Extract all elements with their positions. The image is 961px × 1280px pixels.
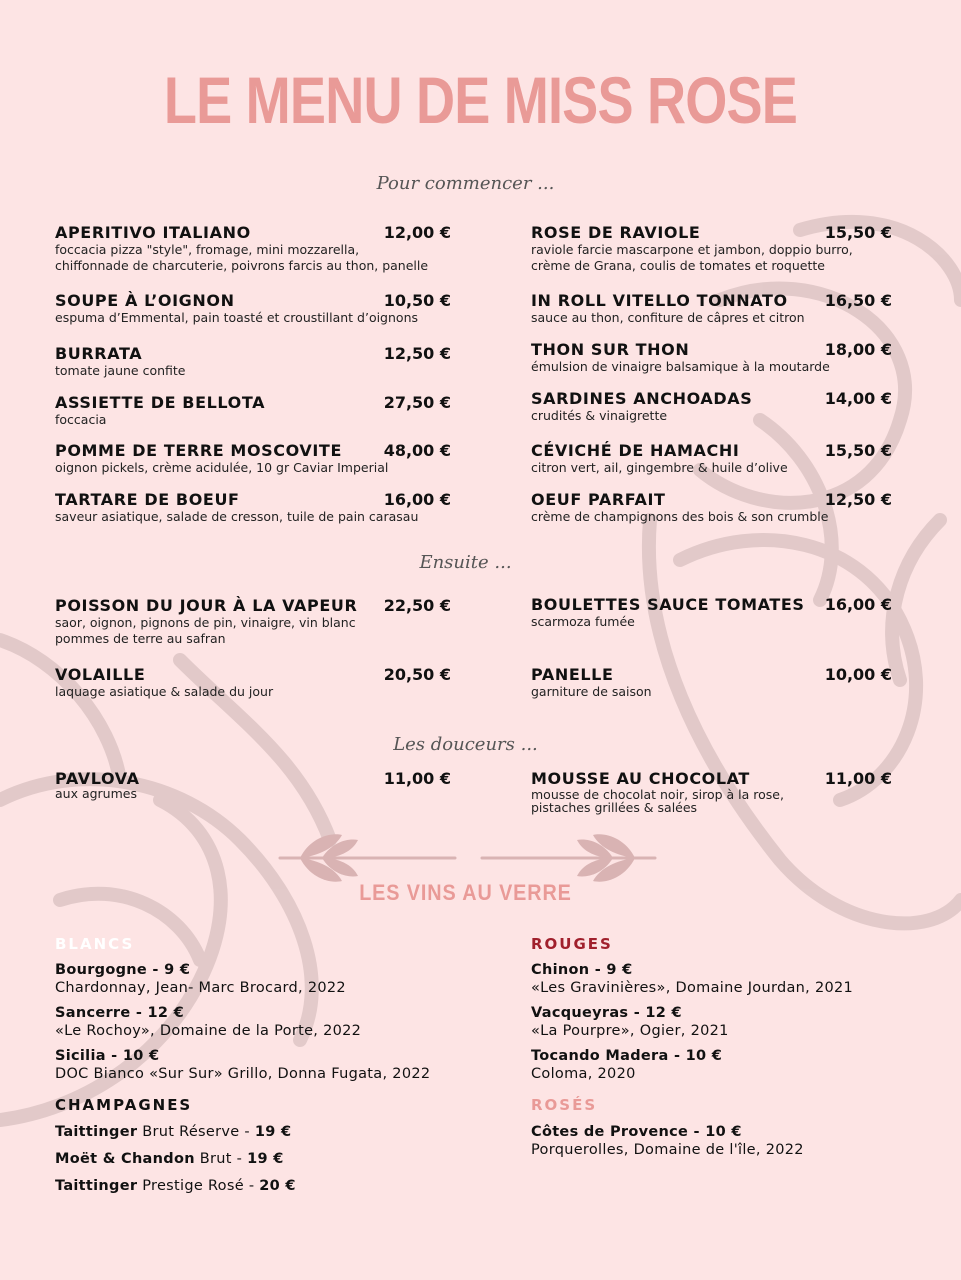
item-price: 48,00 € (383, 441, 451, 460)
menu-item (531, 390, 896, 424)
item-name: POISSON DU JOUR À LA VAPEUR (55, 596, 358, 615)
item-description: aux agrumes (55, 786, 137, 801)
wine-detail: Porquerolles, Domaine de l'île, 2022 (531, 1142, 804, 1158)
item-description: citron vert, ail, gingembre & huile d’olive (531, 460, 788, 475)
wine-price: 20 € (259, 1178, 296, 1194)
wine-detail: «Le Rochoy», Domaine de la Porte, 2022 (55, 1023, 362, 1039)
wine-detail: Brut Réserve - (137, 1124, 255, 1140)
wine-item (531, 961, 853, 997)
item-description: émulsion de vinaigre balsamique à la moutarde (531, 359, 830, 374)
menu-item (55, 345, 455, 379)
wine-item (55, 961, 346, 997)
item-price: 10,50 € (383, 291, 451, 310)
item-name: ASSIETTE DE BELLOTA (55, 393, 266, 412)
menu-item (55, 292, 455, 326)
wine-name: Côtes de Provence (531, 1124, 689, 1140)
menu-item (55, 770, 455, 799)
wine-price: - 9 € (147, 962, 191, 978)
item-description: foccacia pizza "style", fromage, mini mozzarella, (55, 242, 360, 257)
wine-price: 19 € (247, 1151, 284, 1167)
item-price: 16,50 € (824, 291, 892, 310)
wine-name: Sancerre (55, 1005, 131, 1021)
wine-detail: Chardonnay, Jean- Marc Brocard, 2022 (55, 980, 346, 996)
item-description: saveur asiatique, salade de cresson, tuile de pain carasau (55, 509, 419, 524)
menu-item (531, 596, 896, 630)
item-name: PAVLOVA (55, 769, 140, 788)
item-price: 16,00 € (383, 490, 451, 509)
wine-detail: Brut - (194, 1151, 248, 1167)
item-price: 27,50 € (383, 393, 451, 412)
item-description: raviole farcie mascarpone et jambon, doppio burro, (531, 242, 853, 257)
wine-name: Sicilia (55, 1048, 106, 1064)
menu-item (531, 224, 896, 274)
item-name: MOUSSE AU CHOCOLAT (531, 769, 750, 788)
wine-detail: «La Pourpre», Ogier, 2021 (531, 1023, 729, 1039)
wines-title: LES VINS AU VERRE (359, 880, 572, 905)
section-heading-mains: Ensuite ... (419, 552, 512, 573)
wine-item (55, 1150, 284, 1168)
wine-name: Chinon (531, 962, 590, 978)
wine-price: - 10 € (688, 1124, 742, 1140)
item-name: OEUF PARFAIT (531, 490, 666, 509)
menu-item (531, 442, 896, 476)
wine-price: - 10 € (105, 1048, 160, 1064)
item-description: pistaches grillées & salées (531, 800, 698, 815)
wine-name: Bourgogne (55, 962, 148, 978)
item-description: foccacia (55, 412, 107, 427)
wine-item (531, 1123, 804, 1159)
wine-category-champagnes: CHAMPAGNES (55, 1096, 193, 1114)
item-name: ROSE DE RAVIOLE (531, 223, 701, 242)
wine-item (55, 1177, 296, 1195)
item-description: sauce au thon, confiture de câpres et citron (531, 310, 805, 325)
menu-item (55, 597, 455, 647)
item-description: laquage asiatique & salade du jour (55, 684, 274, 699)
item-name: SOUPE À L’OIGNON (55, 291, 235, 310)
wine-price: - 12 € (628, 1005, 682, 1021)
wine-item (531, 1004, 729, 1040)
item-name: SARDINES ANCHOADAS (531, 389, 753, 408)
wine-item (55, 1123, 291, 1141)
page-title: LE MENU DE MISS ROSE (163, 63, 798, 137)
item-description: crudités & vinaigrette (531, 408, 668, 423)
wine-name: Taittinger (55, 1178, 138, 1194)
item-price: 11,00 € (824, 769, 892, 788)
wine-detail: DOC Bianco «Sur Sur» Grillo, Donna Fugata, 2022 (55, 1066, 431, 1082)
item-name: VOLAILLE (55, 665, 146, 684)
section-heading-desserts: Les douceurs ... (393, 734, 538, 755)
section-heading-starters: Pour commencer ... (376, 173, 555, 194)
item-price: 14,00 € (824, 389, 892, 408)
item-name: BOULETTES SAUCE TOMATES (531, 595, 805, 614)
wine-category-rouges: ROUGES (531, 935, 613, 953)
item-description: espuma d’Emmental, pain toasté et croustillant d’oignons (55, 310, 419, 325)
menu-item (55, 491, 455, 525)
item-description: garniture de saison (531, 684, 652, 699)
wine-price: 19 € (254, 1124, 292, 1140)
menu-item (531, 292, 896, 326)
item-price: 15,50 € (824, 441, 892, 460)
wine-name: Vacqueyras (531, 1005, 629, 1021)
menu-item (531, 341, 896, 375)
item-price: 22,50 € (383, 596, 451, 615)
item-price: 12,50 € (824, 490, 892, 509)
menu-item (531, 770, 896, 814)
item-description: pommes de terre au safran (55, 631, 226, 646)
item-description: mousse de chocolat noir, sirop à la rose, (531, 787, 784, 802)
wine-detail: «Les Gravinières», Domaine Jourdan, 2021 (531, 980, 854, 996)
menu-item (531, 491, 896, 525)
item-price: 16,00 € (824, 595, 892, 614)
menu-item (55, 394, 455, 428)
item-name: TARTARE DE BOEUF (55, 490, 240, 509)
wine-detail: Prestige Rosé - (137, 1178, 260, 1194)
item-name: POMME DE TERRE MOSCOVITE (55, 441, 342, 460)
item-name: BURRATA (55, 344, 143, 363)
item-price: 12,50 € (383, 344, 451, 363)
item-description: chiffonnade de charcuterie, poivrons farcis au thon, panelle (55, 258, 429, 273)
item-price: 18,00 € (824, 340, 892, 359)
wine-price: - 9 € (589, 962, 633, 978)
wine-detail: Coloma, 2020 (531, 1066, 636, 1082)
item-name: THON SUR THON (531, 340, 690, 359)
menu-item (55, 666, 455, 700)
wine-name: Moët & Chandon (55, 1151, 195, 1167)
item-description: saor, oignon, pignons de pin, vinaigre, vin blanc (55, 615, 356, 630)
item-name: CÉVICHÉ DE HAMACHI (531, 441, 740, 460)
menu-item (55, 224, 455, 274)
item-description: oignon pickels, crème acidulée, 10 gr Caviar Imperial (55, 460, 389, 475)
item-price: 10,00 € (824, 665, 892, 684)
menu-item (531, 666, 896, 700)
item-description: tomate jaune confite (55, 363, 186, 378)
wine-name: Taittinger (55, 1124, 138, 1140)
wine-price: - 12 € (130, 1005, 185, 1021)
item-name: IN ROLL VITELLO TONNATO (531, 291, 788, 310)
wine-name: Tocando Madera (531, 1048, 669, 1064)
item-name: PANELLE (531, 665, 614, 684)
item-price: 12,00 € (383, 223, 451, 242)
item-price: 11,00 € (383, 769, 451, 788)
item-description: scarmoza fumée (531, 614, 635, 629)
item-name: APERITIVO ITALIANO (55, 223, 251, 242)
item-price: 15,50 € (824, 223, 892, 242)
wine-price: - 10 € (668, 1048, 723, 1064)
wine-item (55, 1047, 430, 1083)
wine-item (531, 1047, 722, 1083)
item-description: crème de Grana, coulis de tomates et roquette (531, 258, 825, 273)
wine-category-blancs: BLANCS (55, 935, 135, 953)
menu-item (55, 442, 455, 476)
wine-category-roses: ROSÉS (531, 1096, 598, 1114)
item-price: 20,50 € (383, 665, 451, 684)
wine-item (55, 1004, 361, 1040)
item-description: crème de champignons des bois & son crumble (531, 509, 829, 524)
